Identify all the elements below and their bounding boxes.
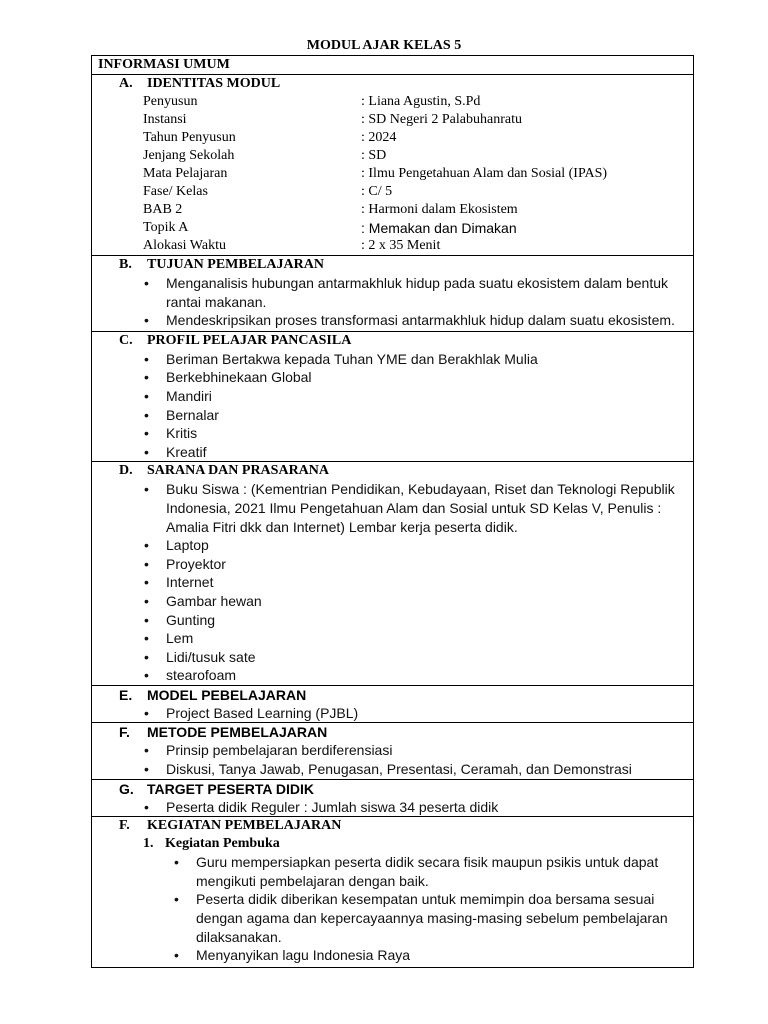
identitas-value: : SD Negeri 2 Palabuhanratu	[361, 112, 522, 127]
list-item	[96, 573, 689, 592]
list-item-text: Project Based Learning (PJBL)	[166, 704, 359, 721]
bullet-icon: •	[144, 443, 149, 460]
list-item	[96, 274, 689, 311]
list-item	[96, 592, 689, 611]
bullet-icon: •	[144, 630, 149, 647]
bullet-icon: •	[144, 761, 149, 778]
list-item	[96, 648, 689, 667]
section-heading-sarana: D. SARANA DAN PRASARANA	[119, 463, 330, 479]
identitas-row	[96, 237, 689, 255]
list-item-text: Berkebhinekaan Global	[166, 369, 312, 386]
list-item	[96, 611, 689, 630]
list-item	[96, 387, 689, 406]
target-list	[96, 798, 689, 817]
list-item-text: Menganalisis hubungan antarmakhluk hidup pada suatu ekosistem dalam bentuk rantai makanan.	[166, 275, 668, 310]
list-item	[96, 443, 689, 462]
list-item-text: Mandiri	[166, 387, 212, 404]
bullet-icon: •	[144, 648, 149, 665]
identitas-row	[96, 183, 689, 201]
bullet-icon: •	[144, 387, 149, 404]
list-item-text: Lem	[166, 630, 194, 647]
identitas-value: : Harmoni dalam Ekosistem	[361, 202, 518, 217]
bullet-icon: •	[144, 667, 149, 684]
model-list	[96, 704, 689, 723]
identitas-label: BAB 2	[143, 202, 183, 217]
bullet-icon: •	[144, 406, 149, 423]
metode-list	[96, 741, 689, 778]
identitas-label: Jenjang Sekolah	[143, 148, 235, 163]
section-model	[92, 685, 694, 723]
bullet-icon: •	[144, 481, 149, 498]
list-item-text: Internet	[166, 574, 214, 591]
list-item	[96, 666, 689, 685]
bullet-icon: •	[174, 854, 179, 871]
identitas-label: Mata Pelajaran	[143, 166, 228, 181]
identitas-row	[96, 147, 689, 165]
info-umum-cell	[92, 56, 694, 75]
identitas-row	[96, 111, 689, 129]
list-item-text: Bernalar	[166, 406, 219, 423]
modul-table	[91, 55, 694, 968]
list-item-text: Beriman Bertakwa kepada Tuhan YME dan Berakhlak Mulia	[166, 350, 538, 367]
identitas-value: : 2024	[361, 130, 397, 145]
list-item	[96, 760, 689, 779]
bullet-icon: •	[144, 275, 149, 291]
bullet-icon: •	[144, 369, 149, 386]
list-item-text: Gambar hewan	[166, 592, 262, 609]
section-heading-metode: F. METODE PEMBELAJARAN	[119, 724, 328, 741]
list-item	[96, 890, 689, 946]
list-item-text: Kritis	[166, 425, 198, 442]
list-item	[96, 368, 689, 387]
section-tujuan	[92, 256, 694, 332]
bullet-icon: •	[144, 537, 149, 554]
section-heading-model: E. MODEL PEBELAJARAN	[119, 686, 307, 703]
bullet-icon: •	[144, 611, 149, 628]
section-sarana	[92, 462, 694, 686]
section-kegiatan	[92, 817, 694, 968]
list-item-text: Kreatif	[166, 443, 207, 460]
list-item-text: Buku Siswa : (Kementrian Pendidikan, Kebudayaan, Riset dan Teknologi Republik Indonesia, 2021 Ilmu Pengetahuan Alam dan Sosial untuk SD Kelas V, Penulis : Amalia Fitri dkk dan Internet) Lembar kerja peserta didik.	[166, 481, 675, 535]
identitas-label: Topik A	[143, 220, 189, 235]
bullet-icon: •	[144, 798, 149, 815]
list-item	[96, 480, 689, 536]
identitas-value: : Ilmu Pengetahuan Alam dan Sosial (IPAS)	[361, 166, 608, 181]
list-item-text: Gunting	[166, 611, 216, 628]
identitas-label: Instansi	[143, 112, 187, 127]
list-item	[96, 406, 689, 425]
list-item-text: Proyektor	[166, 555, 226, 572]
identitas-label: Penyusun	[143, 94, 198, 109]
list-item-text: Peserta didik diberikan kesempatan untuk memimpin doa bersama sesuai dengan agama dan kepercayaannya masing-masing sebelum pembelajaran dilaksanakan.	[196, 891, 668, 945]
identitas-row	[96, 219, 689, 237]
list-item	[96, 629, 689, 648]
list-item	[96, 741, 689, 760]
list-item-text: Laptop	[166, 537, 209, 554]
list-item	[96, 555, 689, 574]
identitas-label: Alokasi Waktu	[143, 238, 226, 253]
bullet-icon: •	[144, 312, 149, 329]
identitas-value: : Memakan dan Dimakan	[361, 220, 517, 236]
section-heading-identitas: A. IDENTITAS MODUL	[119, 76, 281, 91]
list-item-text: Prinsip pembelajaran berdiferensiasi	[166, 742, 393, 759]
profil-list	[96, 350, 689, 462]
bullet-icon: •	[174, 947, 179, 964]
bullet-icon: •	[144, 704, 149, 721]
sarana-list	[96, 480, 689, 685]
bullet-icon: •	[144, 592, 149, 609]
list-item-text: Peserta didik Reguler : Jumlah siswa 34 peserta didik	[166, 798, 499, 815]
bullet-icon: •	[144, 742, 149, 759]
list-item	[96, 536, 689, 555]
section-metode	[92, 723, 694, 779]
identitas-label: Tahun Penyusun	[143, 130, 236, 145]
info-umum-heading: INFORMASI UMUM	[98, 57, 230, 72]
identitas-value: : Liana Agustin, S.Pd	[361, 94, 481, 109]
section-heading-tujuan: B. TUJUAN PEMBELAJARAN	[119, 257, 324, 272]
list-item	[96, 853, 689, 890]
bullet-icon: •	[144, 425, 149, 442]
list-item-text: Menyanyikan lagu Indonesia Raya	[196, 947, 411, 964]
tujuan-list	[96, 274, 689, 331]
identitas-value: : C/ 5	[361, 184, 393, 199]
list-item	[96, 424, 689, 443]
kegiatan-pembuka-heading: 1. Kegiatan Pembuka	[143, 836, 280, 852]
identitas-label: Fase/ Kelas	[143, 184, 208, 199]
section-heading-kegiatan: F. KEGIATAN PEMBELAJARAN	[119, 818, 342, 834]
list-item-text: Lidi/tusuk sate	[166, 648, 256, 665]
identitas-row	[96, 201, 689, 219]
list-item-text: Guru mempersiapkan peserta didik secara fisik maupun psikis untuk dapat mengikuti pembelajaran dengan baik.	[196, 854, 659, 889]
section-heading-profil: C. PROFIL PELAJAR PANCASILA	[119, 332, 352, 348]
identitas-row	[96, 129, 689, 147]
list-item-text: Diskusi, Tanya Jawab, Penugasan, Presentasi, Ceramah, dan Demonstrasi	[166, 761, 632, 778]
list-item	[96, 946, 689, 965]
list-item-text: Mendeskripsikan proses transformasi antarmakhluk hidup dalam suatu ekosistem.	[166, 312, 675, 329]
section-profil	[92, 331, 694, 462]
list-item	[96, 704, 689, 723]
list-item-text: stearofoam	[166, 667, 237, 684]
bullet-icon: •	[144, 350, 149, 367]
document-title: MODUL AJAR KELAS 5	[306, 38, 462, 53]
bullet-icon: •	[144, 555, 149, 572]
identitas-row	[96, 165, 689, 183]
identitas-value: : 2 x 35 Menit	[361, 238, 441, 253]
section-identitas	[92, 75, 694, 256]
bullet-icon: •	[174, 891, 179, 908]
list-item	[96, 350, 689, 369]
identitas-value: : SD	[361, 148, 387, 163]
identitas-row	[96, 93, 689, 111]
list-item	[96, 798, 689, 817]
kegiatan-pembuka-list	[96, 853, 689, 967]
section-target	[92, 779, 694, 817]
section-heading-target: G. TARGET PESERTA DIDIK	[119, 780, 314, 797]
bullet-icon: •	[144, 574, 149, 591]
identitas-list	[96, 93, 689, 255]
list-item	[96, 311, 689, 330]
